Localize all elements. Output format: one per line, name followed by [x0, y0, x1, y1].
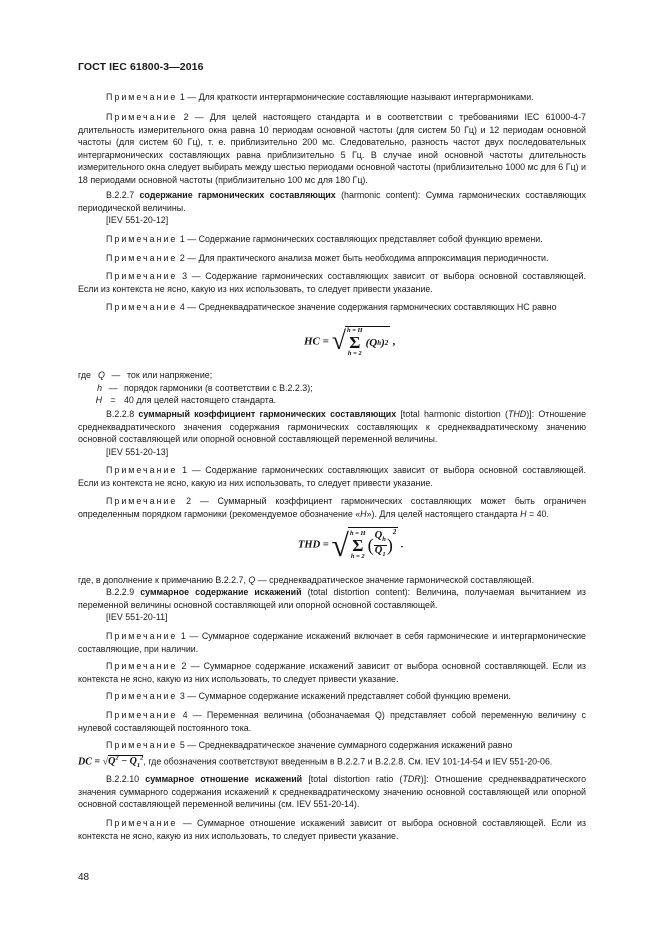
iev-reference: [IEV 551-20-12] [106, 215, 169, 225]
note-text: 1 — Суммарное содержание искажений включает в себя гармонические и интергармонические составляющие, при наличии. [78, 631, 586, 654]
note-distortion-content [78, 630, 586, 655]
clause-b228: B.2.2.8 суммарный коэффициент гармонических составляющих [total harmonic distortion (THD)]: Отношение среднеквадратического значения содержания гармонических составляющих к среднеквадратическому значению основной составляющей или опорной основной составляющей переменной величины. [IEV 551-20-13] [78, 409, 587, 457]
note-label: Примечание [106, 740, 178, 750]
note-label: Примечание [106, 710, 178, 720]
note-label: Примечание [106, 661, 178, 671]
clause-definition: (harmonic content): Сумма гармонических составляющих периодической величины. [78, 190, 586, 213]
fraction: $\frac{Q_h}{Q_1}$ [374, 529, 386, 559]
note-text: 5 — Среднеквадратическое значение суммарного содержания искажений равно [177, 740, 513, 750]
symbol-list [78, 369, 586, 407]
note-label: Примечание [106, 92, 178, 102]
iev-reference: [IEV 551-20-11] [106, 612, 168, 622]
note-measurement-window [78, 111, 586, 186]
note-dc-rms: Примечание 5 — Среднеквадратическое значение суммарного содержания искажений равно DC = $√Q^2 - Q_1^2$, где обозначения соответствуют введенным в B.2.2.7 и B.2.2.8. См. IEV 101-14-54 и IEV 551-20-06. [78, 740, 553, 769]
note-text: 2 — Для целей настоящего стандарта и в соответствии с требованиями IEC 61000-4-7 длительность измерительного окна равна 10 периодам основной частоты (для систем 50 Гц) и 12 периодам основной частоты (для систем 60 Гц), т. е. приблизительно 200 мс. Следовательно, разность частот двух последовательных интергармонических составляющих равна приблизительно 5 Гц. В случае иной основной частоты длительность измерительного окна следует выбирать между шестью периодами основной частоты (приблизительно 1000 мс для 6 Гц) и 18 периодами основной частоты (приблизительно 100 мс для 180 Гц). [78, 112, 586, 185]
summation: h = H Σ h = 2 [346, 327, 363, 357]
note-distortion-time [78, 690, 586, 703]
clause-number: B.2.2.7 [106, 190, 140, 200]
note-text: 3 — Содержание гармонических составляющих зависит от выбора основной составляющей. Если из контекста не ясно, какую из них использовать, то следует привести указание. [78, 271, 586, 294]
clause-b229: B.2.2.9 суммарное содержание искажений (total distortion content): Величина, получаемая вычитанием из переменной величины основной составляющей или опорной основной составляющей. [IEV 551-20-11] [78, 587, 586, 622]
clause-b227 [78, 189, 586, 227]
note-intergarmonics [78, 91, 586, 104]
note-distortion-fundamental [78, 660, 586, 685]
thd-symbol-note: где, в дополнение к примечанию B.2.2.7, Q — среднеквадратическое значение гармонической составляющей. [78, 575, 535, 585]
note-text: 1 — Содержание гармонических составляющих представляет собой функцию времени. [177, 234, 543, 244]
note-label: Примечание [106, 253, 178, 263]
summation: h = H Σ h = 2 [349, 530, 366, 560]
clause-term: суммарный коэффициент гармонических составляющих [138, 409, 397, 419]
symbol-row: H = 40 для целей настоящего стандарта. [95, 395, 277, 405]
note-text: 4 — Среднеквадратическое значение содержания гармонических составляющих HC равно [177, 302, 557, 312]
document-header: ГОСТ IEC 61800-3—2016 [78, 61, 204, 73]
note-text: 3 — Суммарное содержание искажений представляет собой функцию времени. [177, 691, 511, 701]
clause-term: суммарное содержание искажений [140, 587, 302, 597]
formula-eq: = [322, 335, 329, 348]
square-root: √ h = H Σ h = 2 (Q h ) 2 [331, 326, 389, 357]
note-label: Примечание [106, 234, 178, 244]
symbol-row: h — порядок гармоники (в соответствии с B.2.2.3); [97, 382, 313, 393]
note-label: Примечание [106, 302, 178, 312]
note-tdr-fundamental [78, 817, 586, 842]
note-harmonic-time [78, 233, 586, 246]
formula-dc: DC = $√Q^2 - Q_1^2$ [78, 754, 144, 769]
note-text: 4 — Переменная величина (обозначаемая Q) представляет собой переменную величину с нулевой составляющей постоянного тока. [78, 710, 586, 733]
note-text: — Суммарное отношение искажений зависит от выбора основной составляющей. Если из контекста не ясно, какую из них использовать, то следует привести указание. [78, 818, 586, 841]
note-label: Примечание [106, 112, 178, 122]
clause-term: суммарное отношение искажений [145, 774, 303, 784]
note-text: 1 — Для краткости интергармонические составляющие называют интергармониками. [177, 92, 534, 102]
note-text: 2 — Для практического анализа может быть необходима аппроксимация периодичности. [177, 253, 549, 263]
page-number: 48 [78, 872, 90, 883]
formula-lhs: HC [304, 335, 320, 348]
formula-hc: HC = √ h = H Σ h = 2 (Q h ) 2 , [304, 326, 396, 357]
note-hc-rms [78, 301, 586, 314]
square-root: √ h = H Σ h = 2 ( $\frac{Q_h}{Q_1}$ ) $^2$ [331, 527, 397, 563]
note-text: 1 — Содержание гармонических составляющих зависит от выбора основной составляющей. Если из контекста не ясно, какую из них использовать, то следует привести указание. [78, 465, 586, 488]
note-variable-quantity [78, 709, 586, 734]
note-fundamental-choice [78, 270, 586, 295]
note-label: Примечание [106, 631, 178, 641]
symbol-row: где Q — ток или напряжение; [78, 370, 213, 380]
note-periodicity [78, 252, 586, 265]
note-label: Примечание [106, 691, 178, 701]
note-label: Примечание [106, 465, 178, 475]
note-label: Примечание [106, 271, 178, 281]
note-label: Примечание [106, 818, 178, 828]
note-label: Примечание [106, 496, 178, 506]
note-thd-limit: Примечание 2 — Суммарный коэффициент гармонических составляющих может быть ограничен определенным порядком гармоники (рекомендуемое обозначение «H»). Для целей настоящего стандарта H = 40. [78, 496, 586, 519]
iev-reference: [IEV 551-20-13] [106, 446, 169, 457]
clause-b2210: B.2.2.10 суммарное отношение искажений [total distortion ratio (TDR)]: Отношение среднеквадратического значения суммарного содержания искажений к среднеквадратическому значению основной составляющей или опорной основной составляющей переменной величины (см. IEV 551-20-14). [78, 774, 587, 809]
note-text: 2 — Суммарное содержание искажений зависит от выбора основной составляющей. Если из контекста не ясно, какую из них использовать, то следует привести указание. [78, 661, 586, 684]
note-thd-fundamental [78, 464, 586, 489]
formula-thd: THD = √ h = H Σ h = 2 ( $\frac{Q_h}{Q_1}$ ) $^2$ . [298, 527, 404, 563]
where-lead: где [78, 370, 91, 380]
clause-term: содержание гармонических составляющих [139, 190, 336, 200]
